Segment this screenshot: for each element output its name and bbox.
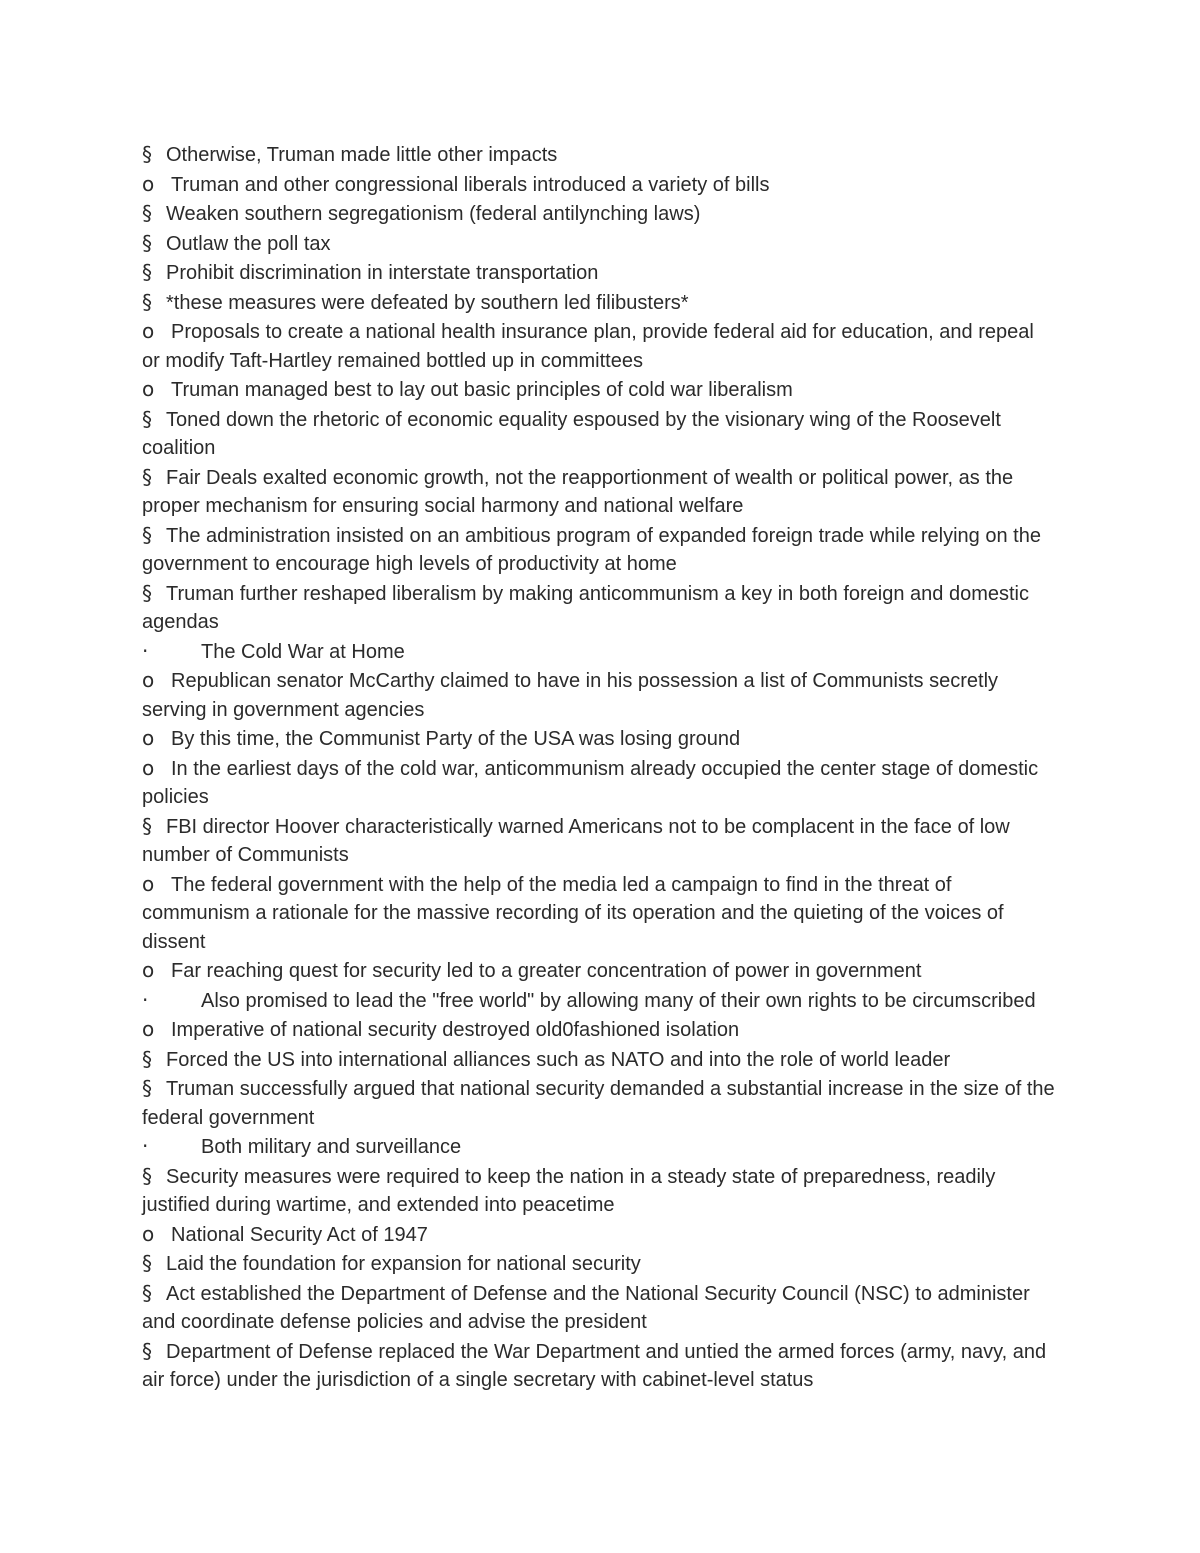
outline-item-text: Both military and surveillance [201, 1136, 462, 1158]
outline-item [142, 140, 1057, 170]
section-bullet-marker: § [142, 289, 152, 314]
section-bullet-marker: § [142, 522, 152, 547]
outline-item [142, 288, 1057, 318]
outline-item [142, 956, 1057, 986]
circle-bullet-marker: o [142, 755, 155, 780]
section-bullet-marker: § [142, 1280, 152, 1305]
outline-item-text: Weaken southern segregationism (federal antilynching laws) [166, 203, 701, 225]
outline-item [142, 986, 1057, 1016]
outline-item [142, 1132, 1057, 1162]
outline-item-text: Truman managed best to lay out basic principles of cold war liberalism [171, 379, 793, 401]
circle-bullet-marker: o [142, 726, 155, 750]
outline-item-text: Department of Defense replaced the War Department and untied the armed forces (army, navy, and air force) under the jurisdiction of a single secretary with cabinet-level status [142, 1340, 1047, 1391]
outline-item-text: Outlaw the poll tax [166, 232, 331, 255]
circle-bullet-marker: o [142, 668, 155, 692]
outline-item-text: FBI director Hoover characteristically warned Americans not to be complacent in the face of low number of Communists [142, 815, 1010, 866]
outline-item-text: In the earliest days of the cold war, anticommunism already occupied the center stage of domestic policies [142, 757, 1039, 808]
circle-bullet-marker: o [142, 1221, 155, 1246]
outline-item-text: National Security Act of 1947 [171, 1223, 428, 1246]
outline-item-text: By this time, the Communist Party of the USA was losing ground [171, 728, 741, 750]
outline-item [142, 1279, 1057, 1337]
outline-item-text: Toned down the rhetoric of economic equality espoused by the visionary wing of the Roosevelt coalition [142, 408, 1001, 459]
outline-item [142, 754, 1057, 812]
outline-item [142, 170, 1057, 200]
outline-item-text: Laid the foundation for expansion for national security [166, 1253, 641, 1275]
dot-bullet-marker: · [142, 638, 149, 663]
section-bullet-marker: § [142, 201, 152, 225]
section-bullet-marker: § [142, 406, 152, 431]
dot-bullet-marker: · [142, 987, 149, 1012]
outline-item-text: The administration insisted on an ambitious program of expanded foreign trade while relying on the government to encourage high levels of productivity at home [142, 524, 1041, 575]
outline-item [142, 1015, 1057, 1045]
outline-item-text: Forced the US into international alliances such as NATO and into the role of world leader [166, 1048, 951, 1071]
outline-item-text: Truman and other congressional liberals introduced a variety of bills [171, 173, 770, 196]
section-bullet-marker: § [142, 1076, 152, 1100]
outline-item [142, 1249, 1057, 1279]
outline-item-text: Prohibit discrimination in interstate transportation [166, 262, 599, 284]
outline-item-text: The Cold War at Home [201, 640, 405, 663]
outline-item-text: Fair Deals exalted economic growth, not the reapportionment of wealth or political power, as the proper mechanism for ensuring social harmony and national welfare [142, 466, 1014, 517]
section-bullet-marker: § [142, 260, 152, 284]
outline-item-text: Truman further reshaped liberalism by making anticommunism a key in both foreign and domestic agendas [142, 582, 1029, 633]
section-bullet-marker: § [142, 1338, 152, 1363]
outline-item-text: The federal government with the help of the media led a campaign to find in the threat of communism a rationale for the massive recording of its operation and the quieting of the voices of dissent [142, 873, 1004, 953]
outline-item [142, 579, 1057, 637]
outline-item [142, 521, 1057, 579]
outline-item [142, 375, 1057, 405]
outline-item [142, 229, 1057, 259]
outline-item [142, 1337, 1057, 1395]
outline-item [142, 724, 1057, 754]
section-bullet-marker: § [142, 1251, 152, 1275]
outline-item-text: Security measures were required to keep the nation in a steady state of preparedness, readily justified during wartime, and extended into peacetime [142, 1165, 996, 1216]
outline-item [142, 258, 1057, 288]
outline-item [142, 1074, 1057, 1132]
circle-bullet-marker: o [142, 377, 155, 401]
circle-bullet-marker: o [142, 1017, 155, 1041]
section-bullet-marker: § [142, 1046, 152, 1071]
outline-item [142, 199, 1057, 229]
circle-bullet-marker: o [142, 871, 155, 896]
outline-item [142, 405, 1057, 463]
outline-item [142, 317, 1057, 375]
section-bullet-marker: § [142, 1163, 152, 1188]
outline-item-text: Far reaching quest for security led to a greater concentration of power in government [171, 960, 922, 982]
outline-item-text: Act established the Department of Defense and the National Security Council (NSC) to administer and coordinate defense policies and advise the president [142, 1282, 1030, 1333]
section-bullet-marker: § [142, 230, 152, 255]
outline-item [142, 870, 1057, 957]
section-bullet-marker: § [142, 580, 152, 605]
outline-item [142, 666, 1057, 724]
outline-item [142, 812, 1057, 870]
outline-item-text: Imperative of national security destroyed old0fashioned isolation [171, 1019, 740, 1041]
outline-item [142, 1162, 1057, 1220]
outline-item [142, 1220, 1057, 1250]
outline-item-text: Republican senator McCarthy claimed to have in his possession a list of Communists secretly serving in government agencies [142, 670, 999, 721]
circle-bullet-marker: o [142, 319, 155, 343]
outline-item-text: *these measures were defeated by southern led filibusters* [166, 291, 689, 314]
outline-item-text: Truman successfully argued that national security demanded a substantial increase in the size of the federal government [142, 1078, 1055, 1129]
document-body [142, 140, 1057, 1395]
section-bullet-marker: § [142, 142, 152, 166]
outline-item [142, 1045, 1057, 1075]
outline-item [142, 637, 1057, 667]
outline-item [142, 463, 1057, 521]
outline-item-text: Otherwise, Truman made little other impacts [166, 144, 558, 166]
circle-bullet-marker: o [142, 171, 155, 196]
section-bullet-marker: § [142, 464, 152, 489]
section-bullet-marker: § [142, 813, 152, 838]
dot-bullet-marker: · [142, 1134, 149, 1158]
circle-bullet-marker: o [142, 958, 155, 982]
outline-item-text: Also promised to lead the "free world" by allowing many of their own rights to be circumscribed [201, 989, 1036, 1012]
outline-item-text: Proposals to create a national health insurance plan, provide federal aid for education, and repeal or modify Taft-Hartley remained bottled up in committees [142, 321, 1034, 372]
